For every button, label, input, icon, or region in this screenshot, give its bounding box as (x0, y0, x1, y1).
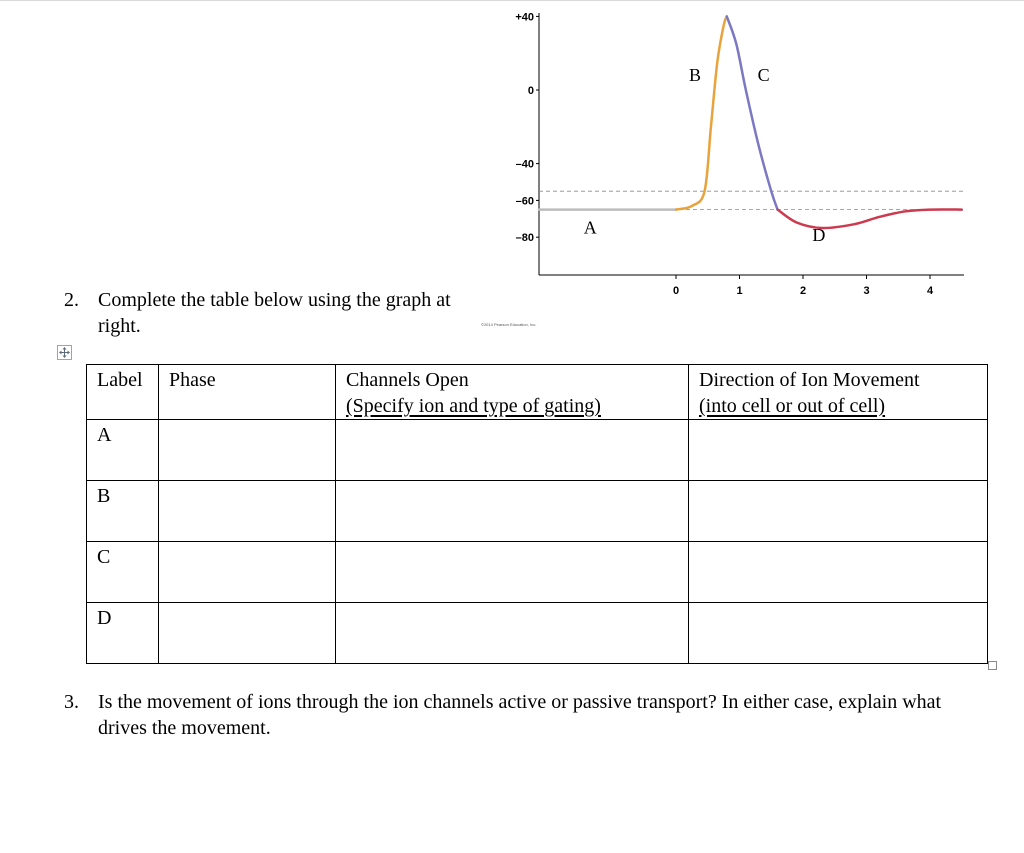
header-direction-line2: (into cell or out of cell) (699, 395, 886, 417)
phase-label-b: B (689, 64, 702, 85)
y-tick-label: –80 (515, 232, 534, 245)
row-label-cell[interactable] (87, 481, 159, 542)
header-phase[interactable] (159, 365, 336, 420)
channels-cell[interactable] (336, 542, 689, 603)
phase-label-a: A (583, 217, 597, 238)
resize-handle-icon[interactable] (988, 661, 997, 670)
header-phase-text: Phase (169, 369, 216, 391)
y-tick-label: –60 (515, 195, 534, 208)
y-axis-ticks (515, 11, 539, 244)
phase-cell[interactable] (159, 481, 336, 542)
voltage-trace-segment (676, 16, 727, 209)
question-3-number: 3. (64, 691, 79, 713)
channels-cell[interactable] (336, 481, 689, 542)
y-tick-label: –40 (515, 158, 534, 171)
table-move-handle[interactable] (57, 345, 72, 360)
question-2-number: 2. (64, 289, 79, 311)
x-tick-label: 4 (926, 285, 934, 297)
phase-cell[interactable] (159, 420, 336, 481)
voltage-trace (539, 16, 962, 228)
row-label: C (97, 546, 111, 568)
phase-table (86, 364, 988, 664)
x-axis-ticks (673, 275, 934, 297)
header-label-text: Label (97, 369, 143, 391)
graph-axes (539, 13, 964, 275)
row-label-cell[interactable] (87, 603, 159, 664)
x-tick-label: 1 (736, 285, 743, 297)
direction-cell[interactable] (689, 603, 988, 664)
channels-cell[interactable] (336, 420, 689, 481)
x-tick-label: 0 (672, 285, 680, 297)
table-row (87, 481, 988, 542)
direction-cell[interactable] (689, 481, 988, 542)
table-row (87, 603, 988, 664)
x-tick-label: 2 (799, 285, 807, 297)
header-direction[interactable] (689, 365, 988, 420)
header-channels-line2: (Specify ion and type of gating) (346, 395, 601, 417)
y-tick-label: 0 (527, 85, 534, 97)
row-label-cell[interactable] (87, 542, 159, 603)
voltage-trace-segment (727, 16, 778, 209)
phase-cell[interactable] (159, 603, 336, 664)
row-label: B (97, 485, 111, 507)
header-direction-line1: Direction of Ion Movement (699, 369, 920, 391)
phase-cell[interactable] (159, 542, 336, 603)
direction-cell[interactable] (689, 420, 988, 481)
question-2-text: Complete the table below using the graph at right. (98, 289, 451, 337)
question-3-text: Is the movement of ions through the ion channels active or passive transport? In either case, explain what drives the movement. (98, 691, 942, 739)
copyright-notice: ©2014 Pearson Education, Inc. (481, 322, 537, 327)
direction-cell[interactable] (689, 542, 988, 603)
row-label: A (97, 424, 112, 446)
phase-label-d: D (812, 224, 826, 245)
table-row (87, 420, 988, 481)
table-header-row (87, 365, 988, 420)
phase-label-c: C (757, 64, 770, 85)
row-label-cell[interactable] (87, 420, 159, 481)
table-row (87, 542, 988, 603)
x-tick-label: 3 (863, 285, 870, 297)
voltage-trace-segment (778, 209, 962, 228)
header-label[interactable] (87, 365, 159, 420)
move-arrows-icon (59, 347, 70, 358)
row-label: D (97, 607, 112, 629)
header-channels-open[interactable] (336, 365, 689, 420)
channels-cell[interactable] (336, 603, 689, 664)
threshold-lines (539, 191, 964, 209)
y-tick-label: +40 (515, 11, 534, 24)
header-channels-line1: Channels Open (346, 369, 469, 391)
